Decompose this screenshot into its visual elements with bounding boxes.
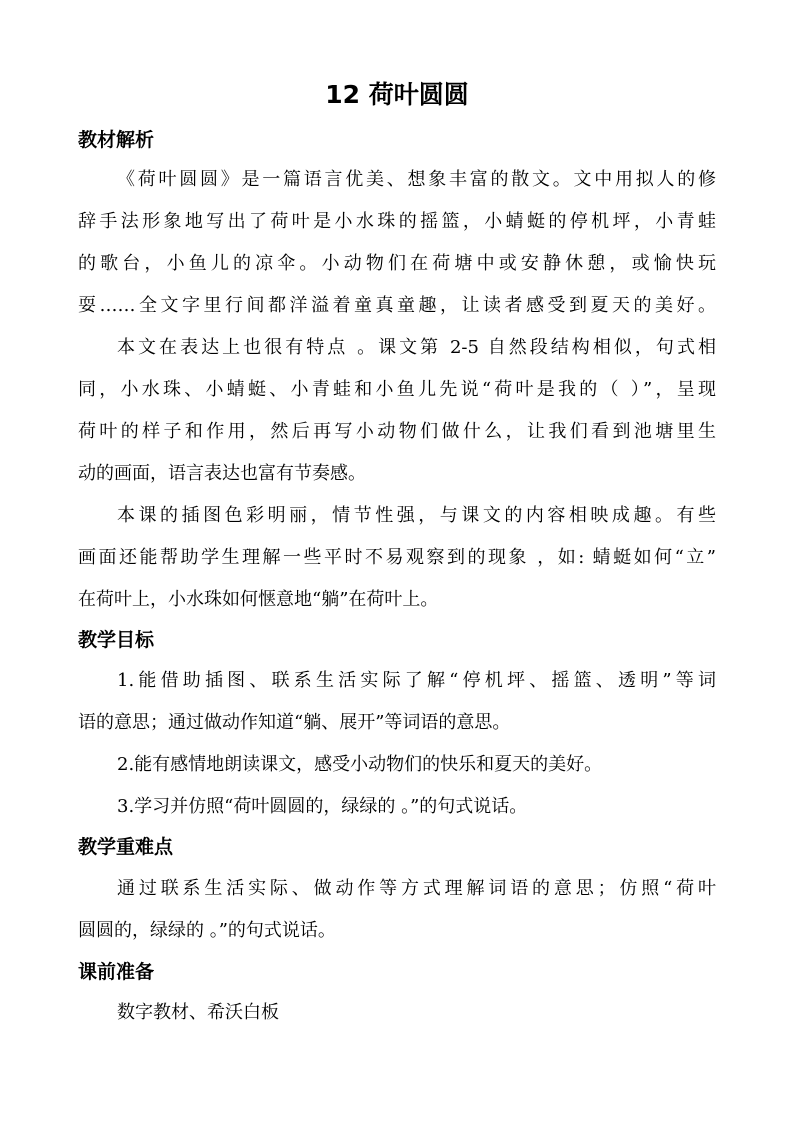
goal-3: 3.学习并仿照“荷叶圆圆的，绿绿的 。”的句式说话。 (117, 796, 528, 817)
key-points-line-1: 通过联系生活实际、做动作等方式理解词语的意思；仿照“荷叶 (117, 878, 716, 899)
analysis-p3-line-2: 画面还能帮助学生理解一些平时不易观察到的现象 ，如: 蜻蜓如何“立” (78, 547, 716, 568)
goal-1-line-1: 1.能借助插图、联系生活实际了解“停机坪、摇篮、透明”等词 (117, 670, 716, 691)
goal-1-line-2: 语的意思；通过做动作知道“躺、展开”等词语的意思。 (78, 712, 511, 733)
analysis-p3-line-1: 本课的插图色彩明丽，情节性强，与课文的内容相映成趣。有些 (117, 505, 716, 526)
goal-2: 2.能有感情地朗读课文，感受小动物们的快乐和夏天的美好。 (117, 754, 603, 775)
analysis-p1-line-4: 耍……全文字里行间都洋溢着童真童趣，让读者感受到夏天的美好。 (78, 295, 716, 316)
section-heading-preparation: 课前准备 (78, 961, 155, 983)
analysis-p2-line-2: 同，小水珠、小蜻蜓、小青蛙和小鱼儿先说“荷叶是我的（ ）”，呈现 (78, 379, 716, 400)
page-title: 12 荷叶圆圆 (325, 80, 469, 109)
key-points-line-2: 圆圆的，绿绿的 。”的句式说话。 (78, 920, 336, 941)
analysis-p2-line-1: 本文在表达上也很有特点 。课文第 2-5 自然段结构相似，句式相 (117, 337, 716, 358)
analysis-p1-line-1: 《荷叶圆圆》是一篇语言优美、想象丰富的散文。文中用拟人的修 (117, 169, 716, 190)
section-heading-key-points: 教学重难点 (78, 836, 174, 858)
section-heading-analysis: 教材解析 (78, 129, 155, 151)
analysis-p1-line-2: 辞手法形象地写出了荷叶是小水珠的摇篮，小蜻蜓的停机坪，小青蛙 (78, 211, 716, 232)
preparation-text: 数字教材、希沃白板 (117, 1002, 279, 1023)
analysis-p1-line-3: 的歌台，小鱼儿的凉伞。小动物们在荷塘中或安静休憩，或愉快玩 (78, 253, 716, 274)
analysis-p3-line-3: 在荷叶上，小水珠如何惬意地“躺”在荷叶上。 (78, 589, 439, 610)
analysis-p2-line-4: 动的画面，语言表达也富有节奏感。 (78, 463, 366, 484)
analysis-p2-line-3: 荷叶的样子和作用，然后再写小动物们做什么，让我们看到池塘里生 (78, 421, 716, 442)
section-heading-goals: 教学目标 (78, 629, 155, 651)
